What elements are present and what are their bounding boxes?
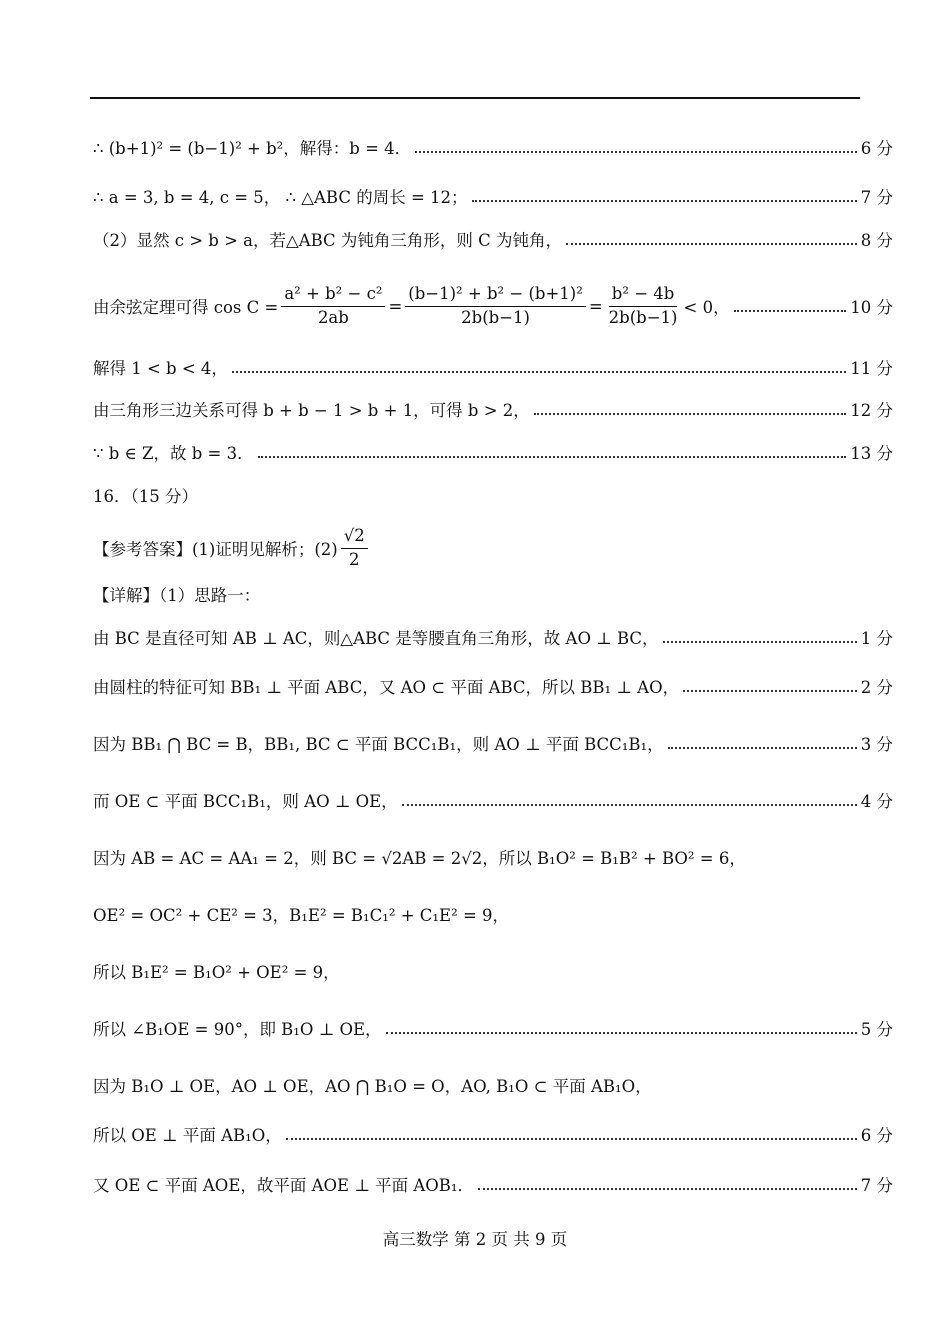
line-text: （2）显然 c > b > a，若△ABC 为钝角三角形，则 C 为钝角， bbox=[93, 231, 563, 250]
leader-dots bbox=[232, 371, 846, 373]
leader-dots bbox=[472, 200, 857, 202]
answer-label: 【参考答案】(1)证明见解析；(2) bbox=[93, 540, 338, 559]
solution-line bbox=[93, 350, 893, 384]
score: 13 分 bbox=[850, 444, 893, 463]
line-text: 由三角形三边关系可得 b + b − 1 > b + 1，可得 b > 2， bbox=[93, 401, 530, 420]
leader-dots bbox=[478, 1188, 857, 1190]
score: 6 分 bbox=[860, 1126, 893, 1145]
reference-answer bbox=[93, 526, 893, 570]
fraction-3: $\frac{\text{b² − 4b}}{2b(b-1)}$ bbox=[608, 283, 678, 327]
leader-dots bbox=[668, 747, 857, 749]
score: 4 分 bbox=[860, 792, 893, 811]
cosine-tail: < 0， bbox=[683, 298, 730, 317]
line-text: 因为 BB₁ ⋂ BC = B，BB₁, BC ⊂ 平面 BCC₁B₁，则 AO ⊥ 平面 BCC₁B₁， bbox=[93, 735, 664, 754]
solution-line bbox=[93, 222, 893, 256]
score: 5 分 bbox=[860, 1020, 893, 1039]
solution-line bbox=[93, 954, 893, 988]
line-text: 所以 ∠B₁OE = 90°，即 B₁O ⊥ OE， bbox=[93, 1020, 382, 1039]
equals-sign: = bbox=[588, 296, 603, 316]
solution-line bbox=[93, 669, 893, 703]
score: 6 分 bbox=[860, 139, 893, 158]
line-text: 因为 B₁O ⊥ OE，AO ⊥ OE，AO ⋂ B₁O = O，AO, B₁O ⊂ 平面 AB₁O， bbox=[93, 1077, 652, 1096]
question-heading: 16．（15 分） bbox=[93, 487, 198, 506]
detail-heading: 【详解】（1）思路一： bbox=[93, 586, 261, 605]
leader-dots bbox=[386, 1032, 857, 1034]
solution-line bbox=[93, 130, 893, 164]
solution-line bbox=[93, 435, 893, 469]
fraction-1: $\frac{\text{a² + b² − c²}}{2ab}$ bbox=[281, 285, 385, 328]
solution-line bbox=[93, 897, 893, 931]
score: 3 分 bbox=[860, 735, 893, 754]
leader-dots bbox=[286, 1138, 857, 1140]
line-text: 解得 1 < b < 4， bbox=[93, 359, 228, 378]
solution-line bbox=[93, 1117, 893, 1151]
leader-dots bbox=[734, 310, 847, 312]
fraction-2: $\frac{\text{(b−1)² + b² − (b+1)²}}{2b(b-1)}$ bbox=[405, 285, 586, 328]
solution-line bbox=[93, 1011, 893, 1045]
score: 11 分 bbox=[850, 359, 893, 378]
line-text: ∴ (b+1)² = (b−1)² + b²，解得：b = 4． bbox=[93, 139, 412, 158]
line-text: 所以 B₁E² = B₁O² + OE² = 9， bbox=[93, 963, 340, 982]
solution-line bbox=[93, 1068, 893, 1102]
line-text: 由 BC 是直径可知 AB ⊥ AC，则△ABC 是等腰直角三角形，故 AO ⊥ BC， bbox=[93, 629, 659, 648]
score: 7 分 bbox=[860, 1176, 893, 1195]
line-text: 所以 OE ⊥ 平面 AB₁O， bbox=[93, 1126, 282, 1145]
solution-line bbox=[93, 840, 893, 874]
leader-dots bbox=[566, 243, 857, 245]
leader-dots bbox=[258, 456, 847, 458]
line-text: ∴ a = 3, b = 4, c = 5， ∴ △ABC 的周长 = 12； bbox=[93, 188, 468, 207]
line-text: 而 OE ⊂ 平面 BCC₁B₁，则 AO ⊥ OE， bbox=[93, 792, 398, 811]
line-text: 因为 AB = AC = AA₁ = 2，则 BC = √2AB = 2√2，所以 B₁O² = B₁B² + BO² = 6， bbox=[93, 849, 746, 868]
line-text: OE² = OC² + CE² = 3，B₁E² = B₁C₁² + C₁E² = 9， bbox=[93, 906, 510, 925]
solution-line bbox=[93, 179, 893, 213]
solution-line bbox=[93, 726, 893, 760]
line-text: 由圆柱的特征可知 BB₁ ⊥ 平面 ABC，又 AO ⊂ 平面 ABC，所以 BB₁ ⊥ AO， bbox=[93, 678, 680, 697]
line-text: ∵ b ∈ Z，故 b = 3． bbox=[93, 444, 254, 463]
solution-line bbox=[93, 392, 893, 426]
cosine-line bbox=[93, 283, 893, 327]
equals-sign: = bbox=[388, 296, 403, 316]
solution-line bbox=[93, 620, 893, 654]
solution-line bbox=[93, 783, 893, 817]
leader-dots bbox=[683, 690, 857, 692]
leader-dots bbox=[415, 151, 857, 153]
leader-dots bbox=[402, 804, 857, 806]
score: 8 分 bbox=[860, 231, 893, 250]
leader-dots bbox=[534, 413, 846, 415]
score: 1 分 bbox=[860, 629, 893, 648]
score: 10 分 bbox=[850, 298, 893, 317]
header-rule bbox=[90, 97, 860, 99]
leader-dots bbox=[663, 641, 857, 643]
answer-fraction: $\frac{√2}{2}$ bbox=[341, 527, 368, 570]
line-text: 又 OE ⊂ 平面 AOE，故平面 AOE ⊥ 平面 AOB₁． bbox=[93, 1176, 475, 1195]
solution-line bbox=[93, 1167, 893, 1201]
score: 12 分 bbox=[850, 401, 893, 420]
score: 7 分 bbox=[860, 188, 893, 207]
score: 2 分 bbox=[860, 678, 893, 697]
page-footer: 高三数学 第 2 页 共 9 页 bbox=[382, 1230, 568, 1249]
cosine-prefix: 由余弦定理可得 cos C = bbox=[93, 298, 279, 317]
